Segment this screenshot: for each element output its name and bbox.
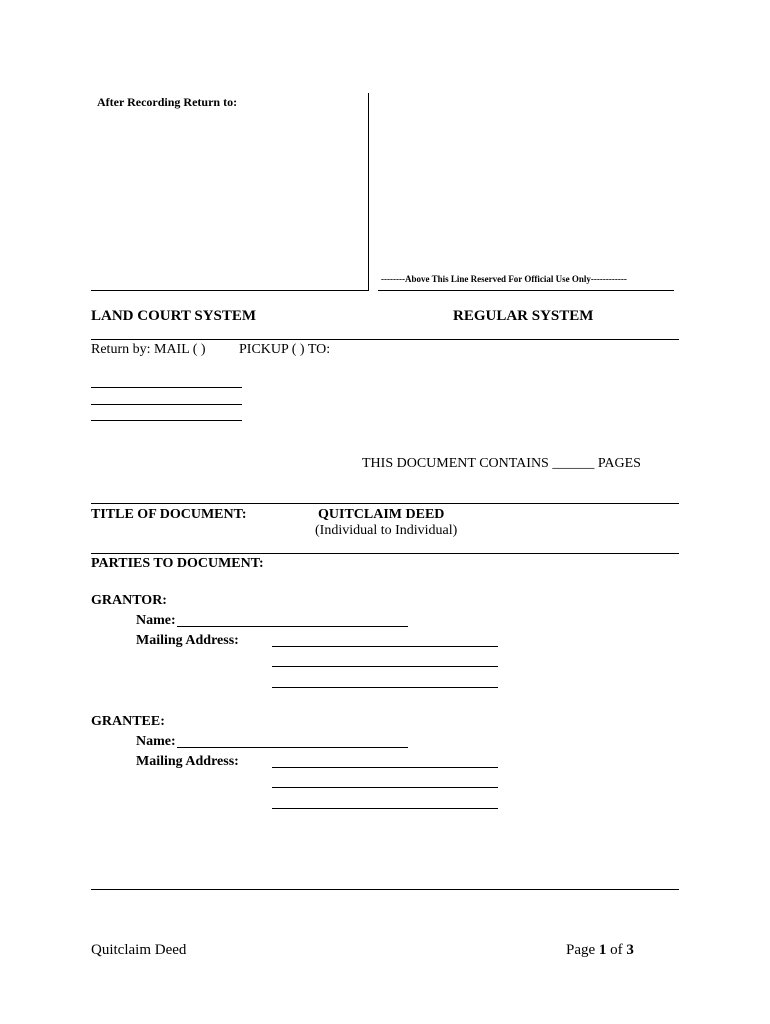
return-by-mail-label: Return by: MAIL ( ) [91,342,206,357]
title-of-document-label: TITLE OF DOCUMENT: [91,507,247,522]
grantee-address-line-3[interactable] [272,808,498,809]
regular-system-label: REGULAR SYSTEM [453,308,594,324]
footer-divider [91,889,679,890]
grantee-heading: GRANTEE: [91,714,165,729]
land-court-system-label: LAND COURT SYSTEM [91,308,257,324]
grantee-address-line-1[interactable] [272,767,498,768]
systems-divider [91,339,679,340]
document-subtitle: (Individual to Individual) [315,523,458,538]
footer-page-number [566,942,634,959]
page-count-statement: THIS DOCUMENT CONTAINS ______ PAGES [362,456,641,471]
page-prefix: Page [566,942,596,958]
grantee-address-line-2[interactable] [272,787,498,788]
footer-document-name: Quitclaim Deed [91,942,187,958]
official-use-note: --------Above This Line Reserved For Official Use Only------------ [381,274,627,284]
grantor-name-field[interactable] [177,626,408,627]
title-top-divider [91,503,679,504]
grantor-heading: GRANTOR: [91,593,167,608]
grantor-address-line-1[interactable] [272,646,498,647]
page-of: of [610,942,623,958]
grantor-address-line-2[interactable] [272,666,498,667]
page-total: 3 [626,942,634,958]
recording-box-bottom-left [91,290,369,291]
parties-to-document-label: PARTIES TO DOCUMENT: [91,556,264,571]
recording-box-bottom-right [378,290,674,291]
return-to-line-3[interactable] [91,420,242,421]
after-recording-return-label: After Recording Return to: [97,95,238,109]
grantor-name-label: Name: [136,613,176,628]
grantor-address-line-3[interactable] [272,687,498,688]
recording-box-divider [368,93,369,291]
document-title: QUITCLAIM DEED [318,507,445,522]
grantee-name-label: Name: [136,734,176,749]
grantor-address-label: Mailing Address: [136,633,239,648]
return-to-line-1[interactable] [91,387,242,388]
grantee-name-field[interactable] [177,747,408,748]
grantee-address-label: Mailing Address: [136,754,239,769]
page-current: 1 [598,942,607,958]
parties-top-divider [91,553,679,554]
return-to-line-2[interactable] [91,404,242,405]
return-by-pickup-label: PICKUP ( ) TO: [239,342,331,357]
